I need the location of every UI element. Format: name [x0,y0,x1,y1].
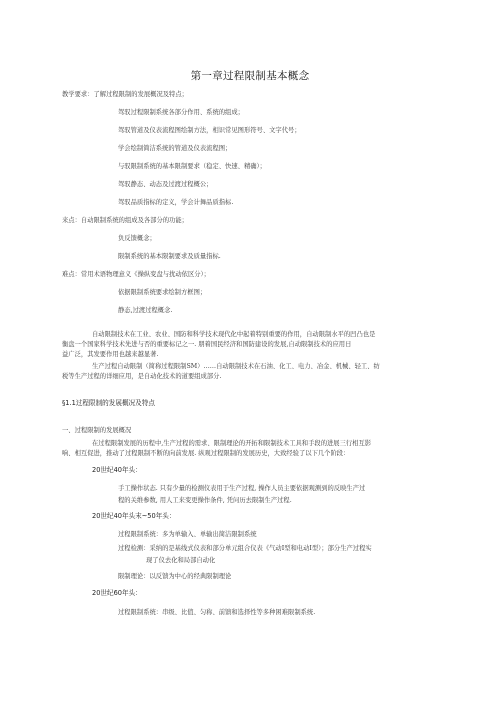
era-1940s-label: 20世纪40年头： [92,466,142,474]
intro-paragraph-line: 益广泛，其发要作用也越来越显著. [62,351,159,358]
teaching-requirements-label: 教学要求：了解过程限制的发展概况及特点； [62,91,188,98]
key-item: 负反馈概念； [118,235,156,242]
difficult-points-label: 难点：常用术语物理意义《操纵变盘与扰动依区分）； [62,271,210,278]
key-points-label: 来点：自动限制系统的组成及各部分的功能； [62,217,188,224]
era-1960s-label: 20世纪60年头： [92,589,142,597]
era-1950s-line: 过程检测：采纳的是基线式仪表和部分单元组合仪表《气动Ⅰ型和电动Ⅰ型）；部分生产过程实 [118,545,372,552]
section-paragraph-line: 响、相互促进，推动了过程限制不断的向前发展. 纵观过程限制的发展历史，大致经验了以下几个阶段： [62,450,350,457]
chapter-title: 第一章过程限制基本概念 [190,70,310,82]
teaching-item: 驾驭品质指标的定义，学会计舞品质指标. [118,199,234,206]
era-1940s-line: 程的关维参数, 用人工来变更操作条件, 凭问历去限制生产过程. [118,497,292,504]
intro-paragraph-line: 衡盘一个国家科学技术先进与否的重要标记之一. 朋着国民经济和国防建设的发展,自动限制技术的应用日 [62,341,352,348]
era-1950s-label: 20世纪40年头末~50年头： [92,512,176,520]
key-item: 限制系统的基本限制要求及质量指标. [118,253,221,260]
intro-paragraph-line: 自动限制技术在工业、农业、国防和科学技术现代化中起着特别重要的作用，自动限制水平的凹凸也是 [92,331,376,338]
era-1940s-line: 手工操作状态. 只有少量的检测仪表用于生产过程, 操作人员主要依据观测到的反映生产过 [118,485,366,492]
intro-paragraph-line: 税等生产过程的详细应用，是自动化技术的道要组成部分. [62,373,222,380]
era-1950s-line: 过程限制系统：多为单输入、单输出简洁限制系统 [118,531,257,538]
subsection-heading: 一、过程限制的发展概况 [62,427,132,434]
section-paragraph-line: 在过程限制发展的历程中,生产过程的需求、限制理论的开拓和限制技术工具和手段的进展三行相互影 [92,440,372,447]
era-1950s-line: 现了仪去化和局部自动化 [146,557,216,564]
section-heading: §1.1过程限制的发展概况及特点 [62,399,155,407]
teaching-item: 学会绘制简洁系统的管道及仪表流程图； [118,145,232,152]
teaching-item: 驾驭过程限制系统各部分作用、系统的组成； [118,109,244,116]
era-1960s-line: 过程限制系统：串级、比值、匀称、前馈和选择性等多种困难限制系统. [118,609,316,616]
intro-paragraph-line: 生产过程自动限制（简称过程限制SM）……自动限制技术在石油、化工、电力、冶金、机械、轻工、纺 [92,363,380,370]
difficult-item: 静态,过渡过程概念. [118,307,173,314]
teaching-item: 驾驭管道及仪表流程图绘制方法，相识常见图形符号、文字代号； [118,127,301,134]
difficult-item: 依据限制系统要求绘制方框图； [118,289,207,296]
teaching-item: 驾驭静态、动态及过渡过程概公； [118,181,213,188]
era-1950s-line: 限制理论：以反馈为中心的经典限制理论 [118,573,232,580]
teaching-item: 与驭限制系统的基本限制要求（稳定、快速、精确）； [118,163,266,170]
